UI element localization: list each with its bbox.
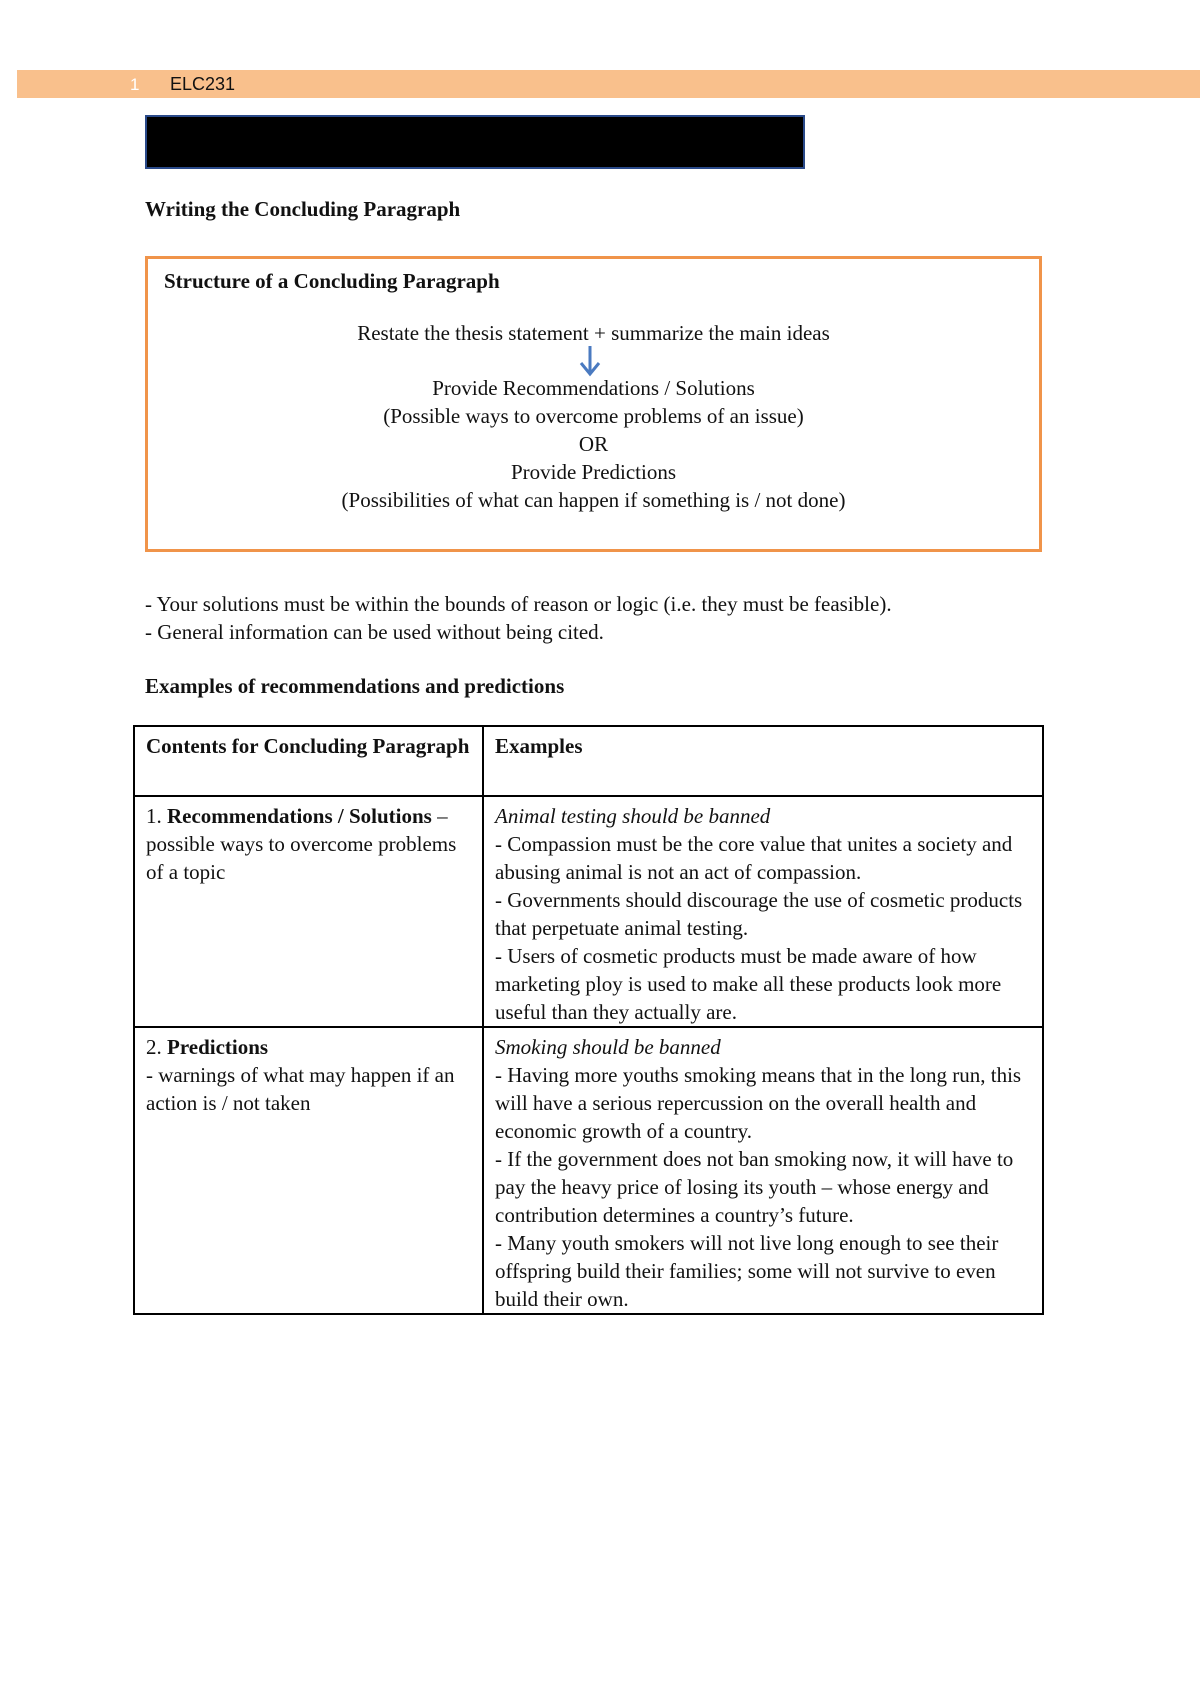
table-header-contents: Contents for Concluding Paragraph xyxy=(134,726,483,796)
note-item: - General information can be used without being cited. xyxy=(145,620,604,644)
example-title: Animal testing should be banned xyxy=(495,804,771,828)
page-number: 1 xyxy=(130,75,140,94)
example-item: - Governments should discourage the use of cosmetic products that perpetuate animal testing. xyxy=(495,888,1023,940)
example-title: Smoking should be banned xyxy=(495,1035,721,1059)
row-number: 1. xyxy=(146,804,162,828)
page-title: Writing the Concluding Paragraph xyxy=(145,197,461,221)
notes xyxy=(145,590,892,646)
structure-box xyxy=(145,256,1042,552)
table-cell-examples xyxy=(483,1027,1043,1314)
table-header-examples: Examples xyxy=(483,726,1043,796)
examples-heading: Examples of recommendations and predictions xyxy=(145,674,565,698)
table-cell-examples xyxy=(483,796,1043,1027)
arrow-down-icon xyxy=(578,344,602,378)
row-label: Predictions xyxy=(167,1035,269,1059)
table-cell-content-type xyxy=(134,1027,483,1314)
table-cell-content-type xyxy=(134,796,483,1027)
table-header-row xyxy=(134,726,1043,796)
example-item: - Users of cosmetic products must be made aware of how marketing ploy is used to make all these products look more useful than they actually are. xyxy=(495,944,1002,1024)
structure-step-recommendations: Provide Recommendations / Solutions xyxy=(432,376,755,400)
table-row xyxy=(134,1027,1043,1314)
course-code: ELC231 xyxy=(170,74,236,94)
example-item: - Many youth smokers will not live long enough to see their offspring build their families; some will not survive to even build their own. xyxy=(495,1231,999,1311)
examples-table xyxy=(133,725,1044,1315)
table-row xyxy=(134,796,1043,1027)
example-item: - Compassion must be the core value that unites a society and abusing animal is not an act of compassion. xyxy=(495,832,1013,884)
example-item: - If the government does not ban smoking now, it will have to pay the heavy price of losing its youth – whose energy and contribution determines a country’s future. xyxy=(495,1147,1014,1227)
row-description: – possible ways to overcome problems of a topic xyxy=(146,804,457,884)
note-item: - Your solutions must be within the bounds of reason or logic (i.e. they must be feasible). xyxy=(145,592,892,616)
row-description: - warnings of what may happen if an action is / not taken xyxy=(146,1063,455,1115)
structure-step-restate: Restate the thesis statement + summarize the main ideas xyxy=(357,321,830,345)
redacted-title-bar xyxy=(145,115,805,169)
example-item: - Having more youths smoking means that in the long run, this will have a serious repercussion on the overall health and economic growth of a country. xyxy=(495,1063,1022,1143)
structure-or: OR xyxy=(578,432,609,456)
structure-step-predictions: Provide Predictions xyxy=(510,460,677,484)
structure-box-title: Structure of a Concluding Paragraph xyxy=(164,269,500,293)
row-number: 2. xyxy=(146,1035,162,1059)
row-label: Recommendations / Solutions xyxy=(167,804,432,828)
structure-step-predictions-desc: (Possibilities of what can happen if something is / not done) xyxy=(341,488,846,512)
structure-step-recommendations-desc: (Possible ways to overcome problems of an issue) xyxy=(383,404,804,428)
